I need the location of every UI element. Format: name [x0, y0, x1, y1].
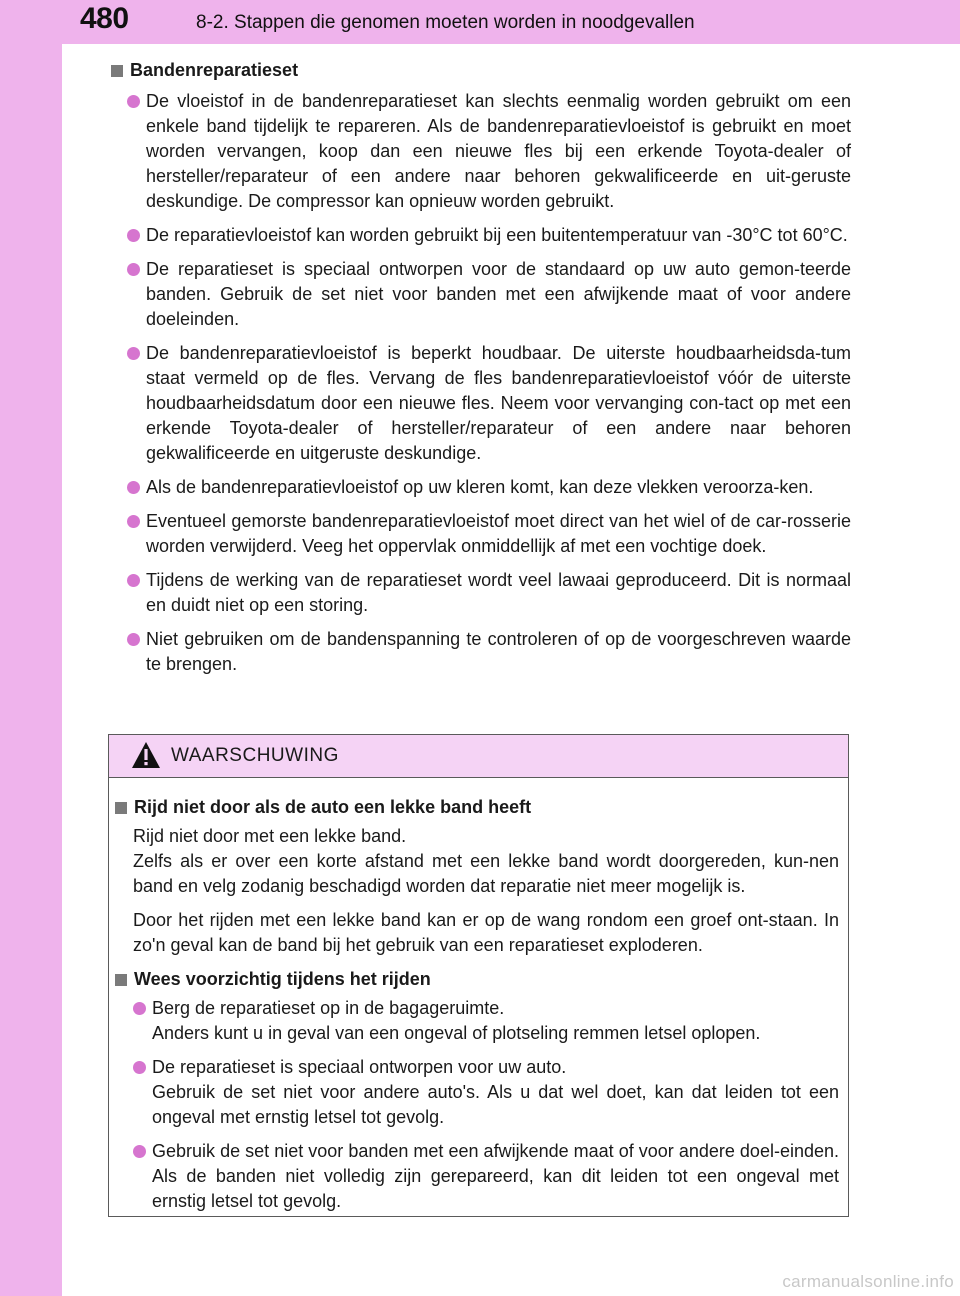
- warning-list-item: [133, 996, 839, 1046]
- warning-triangle-icon: [131, 741, 161, 774]
- bullet-dot-icon: [133, 1145, 146, 1158]
- section-heading: [111, 58, 851, 83]
- list-item-text: De reparatieset is speciaal ontworpen voor de standaard op uw auto gemon-teerde banden. Gebruik de set niet voor banden met een afwijkende maat of voor andere doeleinden.: [146, 259, 851, 329]
- list-item: [127, 627, 851, 677]
- list-item: [127, 223, 851, 248]
- warning-subheading: [115, 967, 839, 992]
- square-bullet-icon: [115, 802, 127, 814]
- warning-paragraph: [133, 824, 839, 899]
- warning-subheading-text: Rijd niet door als de auto een lekke band heeft: [134, 797, 532, 817]
- bullet-dot-icon: [127, 515, 140, 528]
- watermark: carmanualsonline.info: [782, 1272, 954, 1291]
- page-number: 480: [80, 2, 129, 35]
- list-item-text: Niet gebruiken om de bandenspanning te controleren of op de voorgeschreven waarde te brengen.: [146, 629, 851, 674]
- chapter-title: 8-2. Stappen die genomen moeten worden in noodgevallen: [196, 12, 695, 33]
- bullet-dot-icon: [133, 1061, 146, 1074]
- bullet-dot-icon: [127, 95, 140, 108]
- section-title: Bandenreparatieset: [130, 60, 299, 80]
- warning-text-line: Gebruik de set niet voor andere auto's. Als u dat wel doet, kan dat leiden tot een ongeval met ernstig letsel tot gevolg.: [152, 1082, 839, 1127]
- list-item-text: De vloeistof in de bandenreparatieset kan slechts eenmalig worden gebruikt om een enkele band tijdelijk te repareren. Als de bandenreparatievloeistof is gebruikt en moet worden vervangen, koop dan een nieuwe fles bij een erkende Toyota-dealer of hersteller/reparateur of een andere naar behoren gekwalificeerde en uit-geruste deskundige. De compressor kan opnieuw worden gebruikt.: [146, 91, 851, 211]
- warning-text-line: Gebruik de set niet voor banden met een afwijkende maat of voor andere doel-einden. Als de banden niet volledig zijn gerepareerd, kan dit leiden tot een ongeval met ernstig letsel tot gevolg.: [152, 1141, 839, 1211]
- warning-title: WAARSCHUWING: [171, 745, 339, 766]
- bullet-dot-icon: [127, 574, 140, 587]
- list-item: [127, 568, 851, 618]
- square-bullet-icon: [111, 65, 123, 77]
- bullet-dot-icon: [127, 633, 140, 646]
- list-item: [127, 89, 851, 214]
- warning-text-line: Anders kunt u in geval van een ongeval of plotseling remmen letsel oplopen.: [152, 1023, 761, 1043]
- warning-paragraph: Door het rijden met een lekke band kan er op de wang rondom een groef ont-staan. In zo'n geval kan de band bij het gebruik van een reparatieset exploderen.: [133, 910, 839, 955]
- list-item: [127, 509, 851, 559]
- warning-subheading-text: Wees voorzichtig tijdens het rijden: [134, 969, 431, 989]
- list-item-text: De reparatievloeistof kan worden gebruikt bij een buitentemperatuur van -30°C tot 60°C.: [146, 225, 848, 245]
- warning-text-line: Rijd niet door met een lekke band.: [133, 826, 407, 846]
- warning-subheading: [115, 795, 839, 820]
- warning-body: [109, 778, 848, 1214]
- side-tab-band: [0, 0, 62, 1296]
- bullet-dot-icon: [127, 263, 140, 276]
- warning-text-line: De reparatieset is speciaal ontworpen voor uw auto.: [152, 1057, 567, 1077]
- warning-box: [108, 734, 849, 1217]
- list-item: [127, 257, 851, 332]
- list-item: [127, 341, 851, 466]
- warning-text-line: Zelfs als er over een korte afstand met een lekke band wordt doorgereden, kun-nen band en velg zodanig beschadigd worden dat reparatie niet meer mogelijk is.: [133, 851, 839, 896]
- main-content: [111, 58, 851, 686]
- bullet-dot-icon: [133, 1002, 146, 1015]
- list-item-text: Tijdens de werking van de reparatieset wordt veel lawaai geproduceerd. Dit is normaal en duidt niet op een storing.: [146, 570, 851, 615]
- warning-list-item: [133, 1055, 839, 1130]
- warning-list-item: [133, 1139, 839, 1214]
- bullet-dot-icon: [127, 229, 140, 242]
- list-item: [127, 475, 851, 500]
- bullet-dot-icon: [127, 481, 140, 494]
- square-bullet-icon: [115, 974, 127, 986]
- list-item-text: Als de bandenreparatievloeistof op uw kleren komt, kan deze vlekken veroorza-ken.: [146, 477, 814, 497]
- warning-text-line: Berg de reparatieset op in de bagageruimte.: [152, 998, 505, 1018]
- warning-header: [109, 735, 848, 778]
- bullet-dot-icon: [127, 347, 140, 360]
- list-item-text: Eventueel gemorste bandenreparatievloeistof moet direct van het wiel of de car-rosserie worden verwijderd. Veeg het oppervlak onmiddellijk af met een vochtige doek.: [146, 511, 851, 556]
- list-item-text: De bandenreparatievloeistof is beperkt houdbaar. De uiterste houdbaarheidsda-tum staat vermeld op de fles. Vervang de fles bandenreparatievloeistof vóór de uiterste houdbaarheidsdatum door een nieuwe fles. Neem voor vervanging con-tact op met een erkende Toyota-dealer of hersteller/reparateur of een andere naar behoren gekwalificeerde en uitgeruste deskundige.: [146, 343, 851, 463]
